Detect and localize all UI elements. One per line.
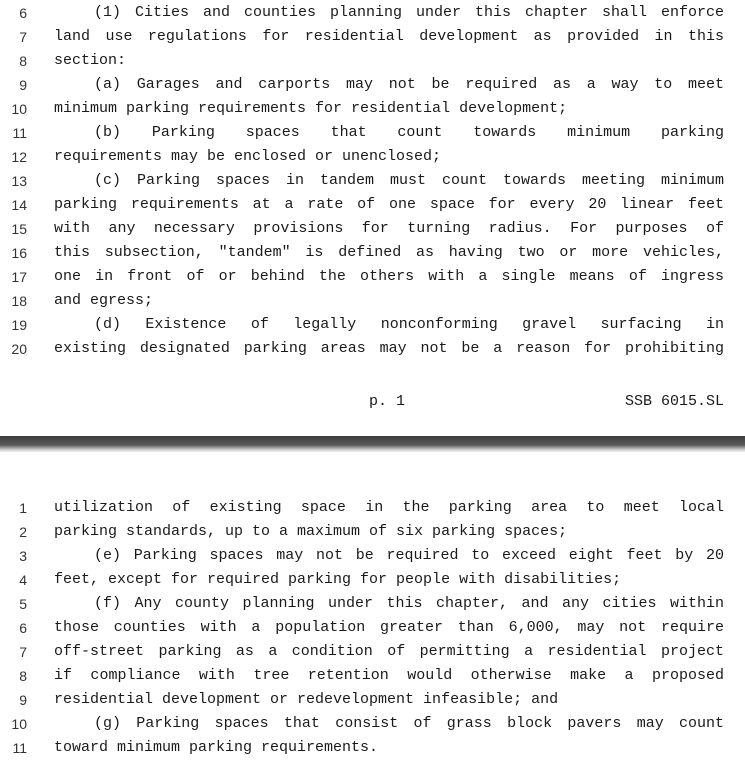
line-number: 5 xyxy=(19,596,27,612)
line-text: (d) Existence of legally nonconforming gravel surfacing in xyxy=(94,316,724,333)
line-text: (e) Parking spaces may not be required to exceed eight feet by 20 xyxy=(94,547,724,564)
line-number: 10 xyxy=(11,716,27,732)
line-text: if compliance with tree retention would otherwise make a proposed xyxy=(54,667,724,684)
line-6 xyxy=(0,1,745,25)
line-text: and egress; xyxy=(54,292,154,309)
line-number: 10 xyxy=(11,101,27,117)
page-number: p. 1 xyxy=(369,393,406,410)
line-number: 11 xyxy=(12,740,27,756)
line-number: 9 xyxy=(19,77,27,93)
line-number: 8 xyxy=(19,668,27,684)
line-number: 18 xyxy=(11,293,27,309)
line-11 xyxy=(0,121,745,145)
line-9 xyxy=(0,73,745,97)
line-18 xyxy=(0,289,745,313)
line-text: (f) Any county planning under this chapter, and any cities within xyxy=(94,595,724,612)
line-number: 1 xyxy=(19,500,27,516)
line-7 xyxy=(0,25,745,49)
line-number: 8 xyxy=(19,53,27,69)
line-text: parking standards, up to a maximum of six parking spaces; xyxy=(54,523,568,540)
line-number: 9 xyxy=(19,692,27,708)
line-number: 6 xyxy=(19,620,27,636)
line-text: this subsection, "tandem" is defined as having two or more vehicles, xyxy=(54,244,724,261)
line-15 xyxy=(0,217,745,241)
line-number: 6 xyxy=(19,5,27,21)
line-12 xyxy=(0,145,745,169)
line-text: one in front of or behind the others with a single means of ingress xyxy=(54,268,724,285)
line-text: with any necessary provisions for turning radius. For purposes of xyxy=(54,220,724,237)
line-number: 4 xyxy=(19,572,27,588)
line-20 xyxy=(0,337,745,361)
line-text: toward minimum parking requirements. xyxy=(54,739,379,756)
line-6 xyxy=(0,616,745,640)
line-text: off-street parking as a condition of permitting a residential project xyxy=(54,643,724,660)
line-4 xyxy=(0,568,745,592)
line-7 xyxy=(0,640,745,664)
line-number: 3 xyxy=(19,548,27,564)
line-number: 20 xyxy=(11,341,27,357)
line-text: those counties with a population greater than 6,000, may not require xyxy=(54,619,724,636)
line-text: utilization of existing space in the parking area to meet local xyxy=(54,499,724,516)
line-5 xyxy=(0,592,745,616)
line-text: land use regulations for residential development as provided in this xyxy=(54,28,724,45)
line-3 xyxy=(0,544,745,568)
line-number: 16 xyxy=(11,245,27,261)
line-text: (c) Parking spaces in tandem must count towards meeting minimum xyxy=(94,172,724,189)
line-text: residential development or redevelopment infeasible; and xyxy=(54,691,559,708)
line-19 xyxy=(0,313,745,337)
line-8 xyxy=(0,664,745,688)
line-number: 17 xyxy=(11,269,27,285)
line-text: parking requirements at a rate of one space for every 20 linear feet xyxy=(54,196,724,213)
line-text: requirements may be enclosed or unenclosed; xyxy=(54,148,442,165)
line-number: 13 xyxy=(11,173,27,189)
line-text: (b) Parking spaces that count towards minimum parking xyxy=(94,124,724,141)
line-number: 19 xyxy=(11,317,27,333)
line-13 xyxy=(0,169,745,193)
line-text: section: xyxy=(54,52,127,69)
line-2 xyxy=(0,520,745,544)
line-text: (1) Cities and counties planning under this chapter shall enforce xyxy=(94,4,724,21)
line-text: feet, except for required parking for people with disabilities; xyxy=(54,571,622,588)
line-number: 7 xyxy=(19,644,27,660)
line-16 xyxy=(0,241,745,265)
line-text: (g) Parking spaces that consist of grass block pavers may count xyxy=(94,715,724,732)
line-10 xyxy=(0,97,745,121)
line-number: 11 xyxy=(12,125,27,141)
line-1 xyxy=(0,496,745,520)
line-text: (a) Garages and carports may not be required as a way to meet xyxy=(94,76,724,93)
bill-id: SSB 6015.SL xyxy=(624,393,724,410)
line-text: existing designated parking areas may not be a reason for prohibiting xyxy=(54,340,724,357)
line-number: 14 xyxy=(11,197,27,213)
line-10 xyxy=(0,712,745,736)
page-separator xyxy=(0,436,745,452)
line-text: minimum parking requirements for residential development; xyxy=(54,100,568,117)
line-11 xyxy=(0,736,745,760)
line-14 xyxy=(0,193,745,217)
line-number: 7 xyxy=(19,29,27,45)
line-number: 2 xyxy=(19,524,27,540)
line-number: 15 xyxy=(11,221,27,237)
line-8 xyxy=(0,49,745,73)
line-17 xyxy=(0,265,745,289)
line-9 xyxy=(0,688,745,712)
page-2 xyxy=(0,452,745,760)
line-number: 12 xyxy=(11,149,27,165)
